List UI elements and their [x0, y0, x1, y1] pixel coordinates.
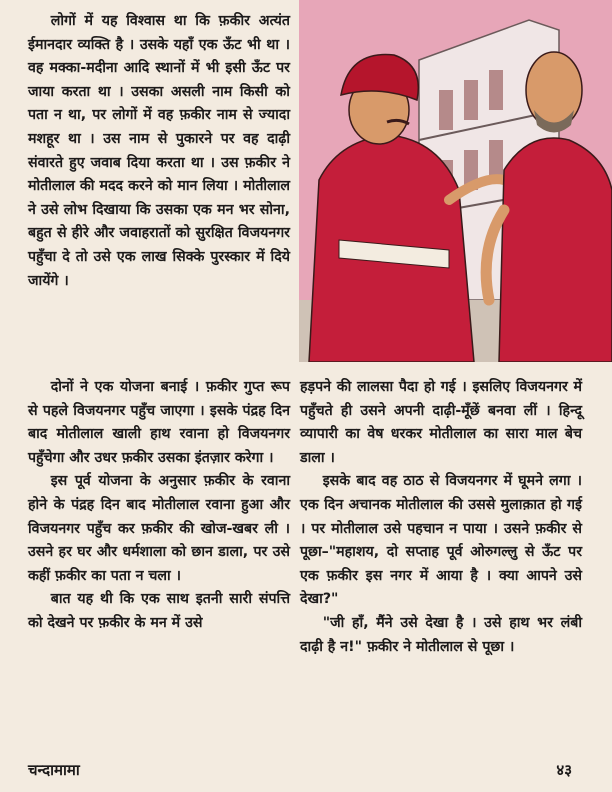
story-illustration: [299, 0, 612, 362]
magazine-name: चन्दामामा: [28, 761, 80, 779]
story-column-left-bottom: [28, 376, 290, 636]
story-paragraph-7: "जी हाँ, मैंने उसे देखा है । उसे हाथ भर लंबी दाढ़ी है न!" फ़कीर ने मोतीलाल से पूछा ।: [300, 614, 582, 655]
story-column-left-top: [28, 10, 290, 293]
story-paragraph-1: लोगों में यह विश्वास था कि फ़कीर अत्यंत ईमानदार व्यक्ति है । उसके यहाँ एक ऊँट भी था । वह मक्का-मदीना आदि स्थानों में भी इसी ऊँट पर जाया करता था । उसका असली नाम किसी को पता न था, पर लोगों में वह फ़कीर नाम से ज्यादा मशहूर था । उस नाम से पुकारने पर वह दाढ़ी संवारते हुए जवाब दिया करता था । उस फ़कीर ने मोतीलाल की मदद करने को मान लिया । मोतीलाल ने उसे लोभ दिखाया कि उसका एक मन भर सोना, बहुत से हीरे और जवाहरातों को सुरक्षित विजयनगर पहुँचा दे तो उसे एक लाख सिक्के पुरस्कार में दिये जायेंगे ।: [28, 13, 290, 289]
page-number: ४३: [556, 761, 572, 779]
illustration-scene: [299, 0, 612, 362]
page-footer: [28, 760, 572, 784]
story-paragraph-2: दोनों ने एक योजना बनाई । फ़कीर गुप्त रूप से पहले विजयनगर पहुँच जाएगा । इसके पंद्रह दिन बाद मोतीलाल खाली हाथ रवाना हो विजयनगर पहुँचेगा और उधर फ़कीर उसका इंतज़ार करेगा ।: [28, 379, 290, 466]
story-column-right: [300, 376, 582, 659]
story-paragraph-3: इस पूर्व योजना के अनुसार फ़कीर के रवाना होने के पंद्रह दिन बाद मोतीलाल रवाना हुआ और विजयनगर पहुँच कर फ़कीर की खोज-खबर ली । उसने हर घर और धर्मशाला को छान डाला, पर उसे कहीं फ़कीर का पता न चला ।: [28, 473, 290, 584]
story-paragraph-5: हड़पने की लालसा पैदा हो गई । इसलिए विजयनगर में पहुँचते ही उसने अपनी दाढ़ी-मूँछें बनवा लीं । हिन्दू व्यापारी का वेष धरकर मोतीलाल का सारा माल बेच डाला ।: [300, 379, 582, 466]
story-paragraph-6: इसके बाद वह ठाठ से विजयनगर में घूमने लगा । एक दिन अचानक मोतीलाल की उससे मुलाक़ात हो गई । पर मोतीलाल उसे पहचान न पाया । उसने फ़कीर से पूछा–"महाशय, दो सप्ताह पूर्व ओरुगल्लु से ऊँट पर एक फ़कीर इस नगर में आया है । क्या आपने उसे देखा?": [300, 473, 582, 608]
story-paragraph-4: बात यह थी कि एक साथ इतनी सारी संपत्ति को देखने पर फ़कीर के मन में उसे: [28, 591, 290, 631]
